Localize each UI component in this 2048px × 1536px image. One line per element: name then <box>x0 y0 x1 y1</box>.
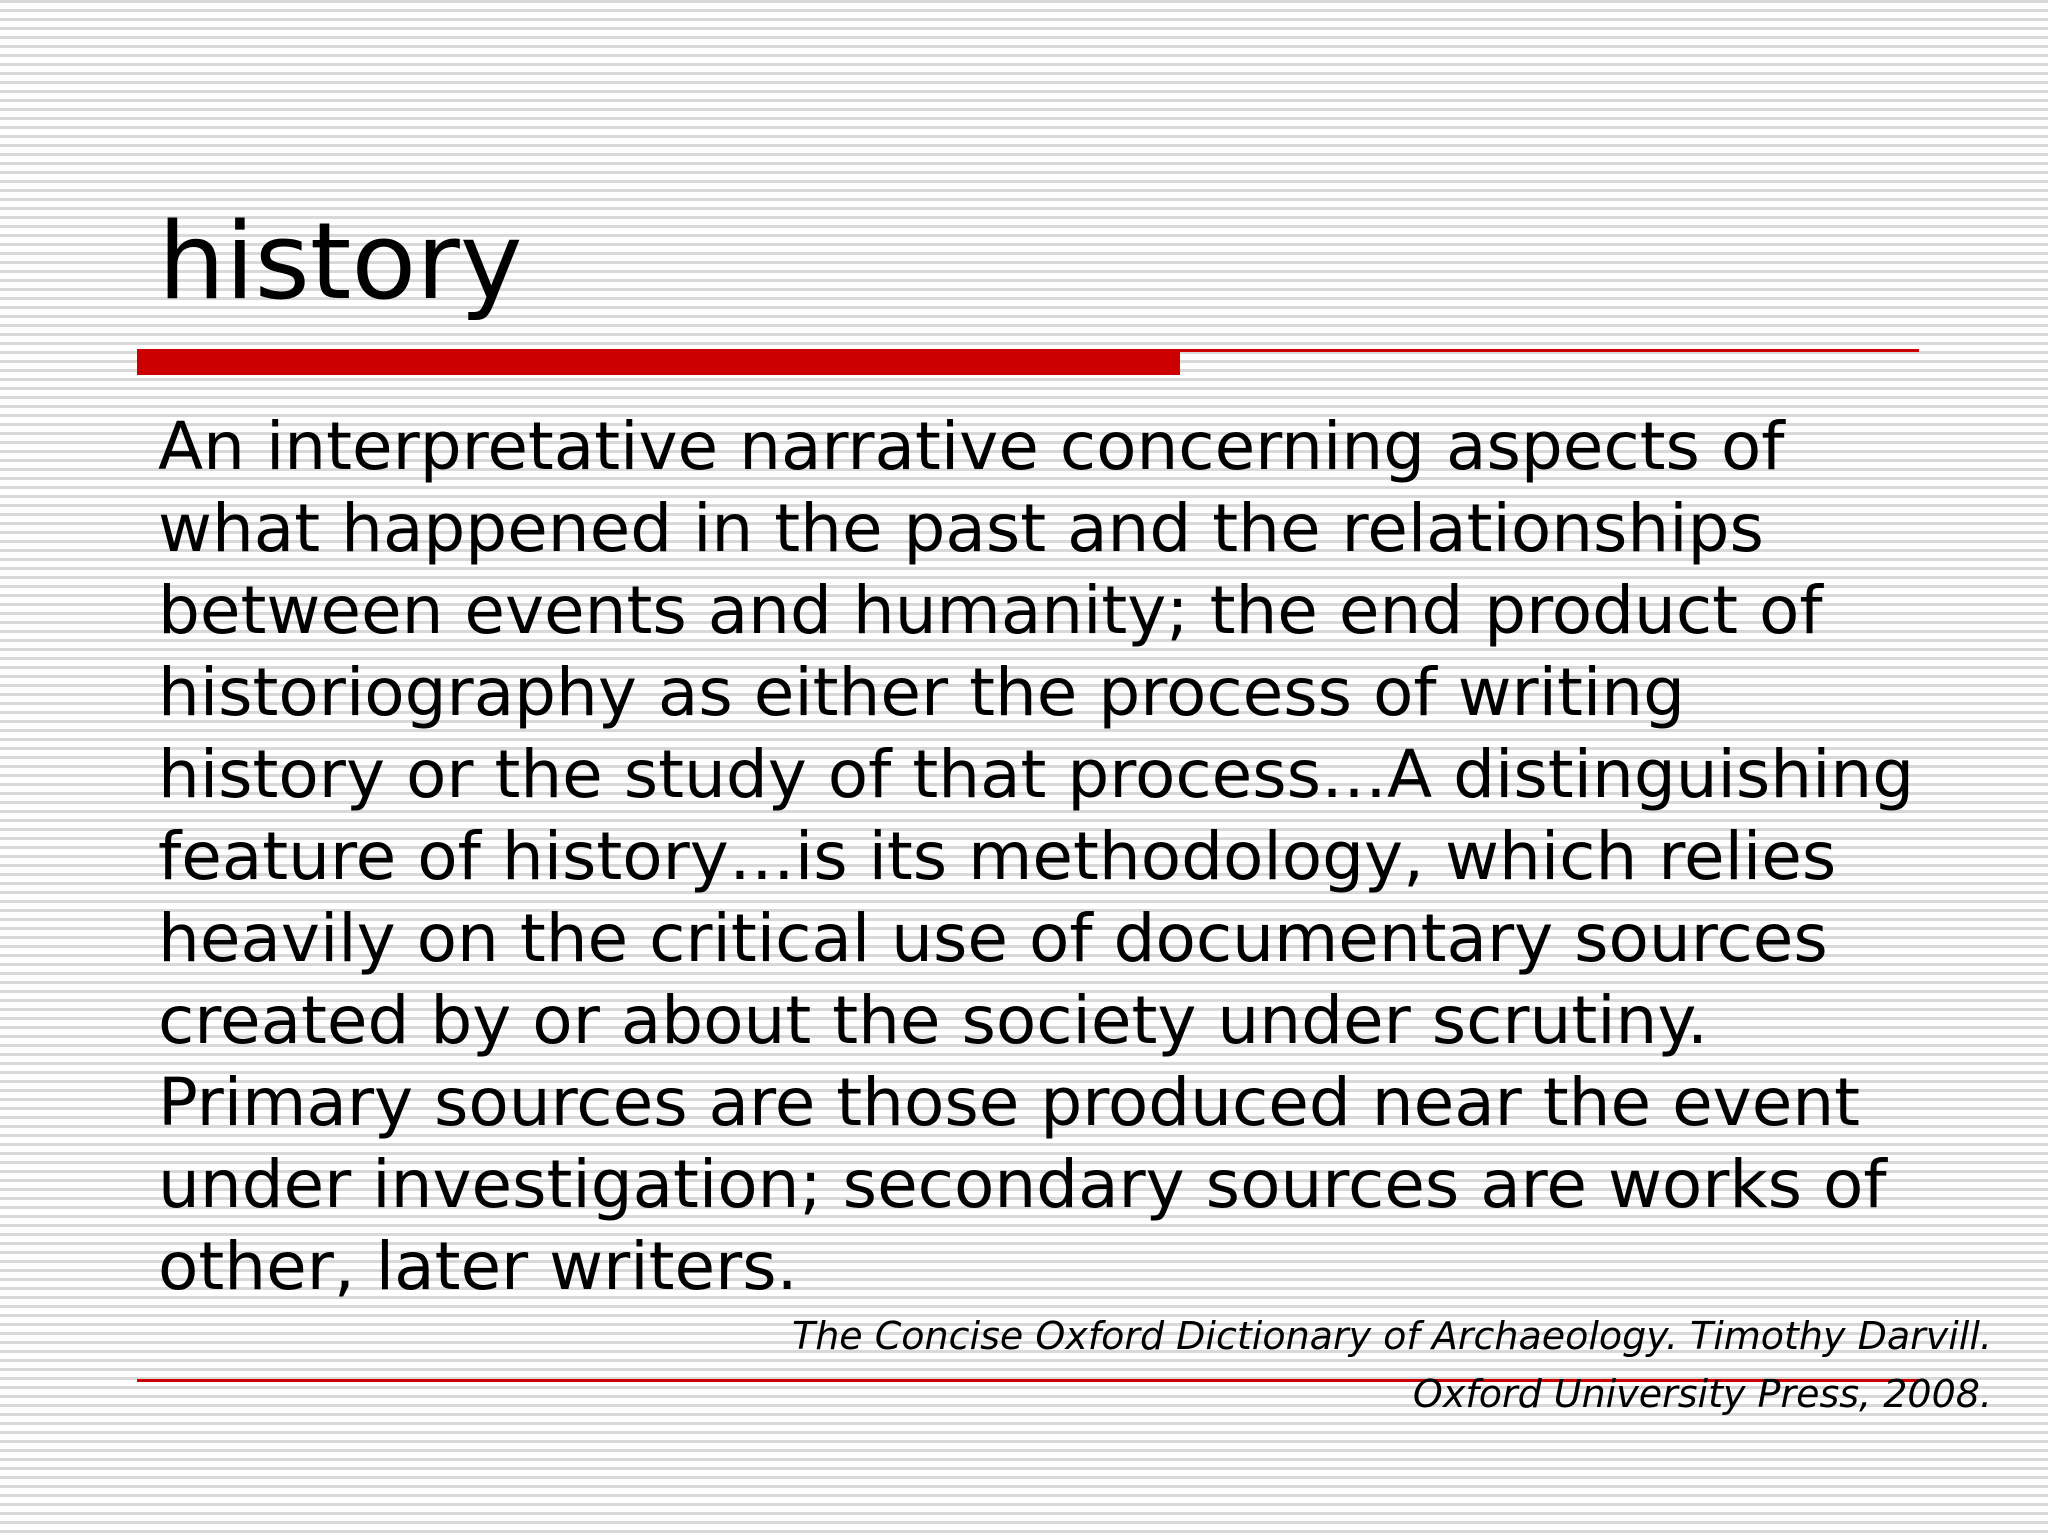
citation-line-2: Oxford University Press, 2008. <box>1412 1372 1992 1416</box>
citation-line-1: The Concise Oxford Dictionary of Archaeology. Timothy Darvill. <box>792 1314 1992 1358</box>
slide-title: history <box>158 200 523 323</box>
title-divider-thick <box>137 350 1180 375</box>
definition-text: An interpretative narrative concerning aspects of what happened in the past and the relationships between events and humanity; the end product of historiography as either the process of writing history or the study of that process…A distinguishing feature of history…is its methodology, which relies heavily on the critical use of documentary sources created by or about the society under scrutiny. Primary sources are those produced near the event under investigation; secondary sources are works of other, later writers. <box>158 408 1915 1305</box>
